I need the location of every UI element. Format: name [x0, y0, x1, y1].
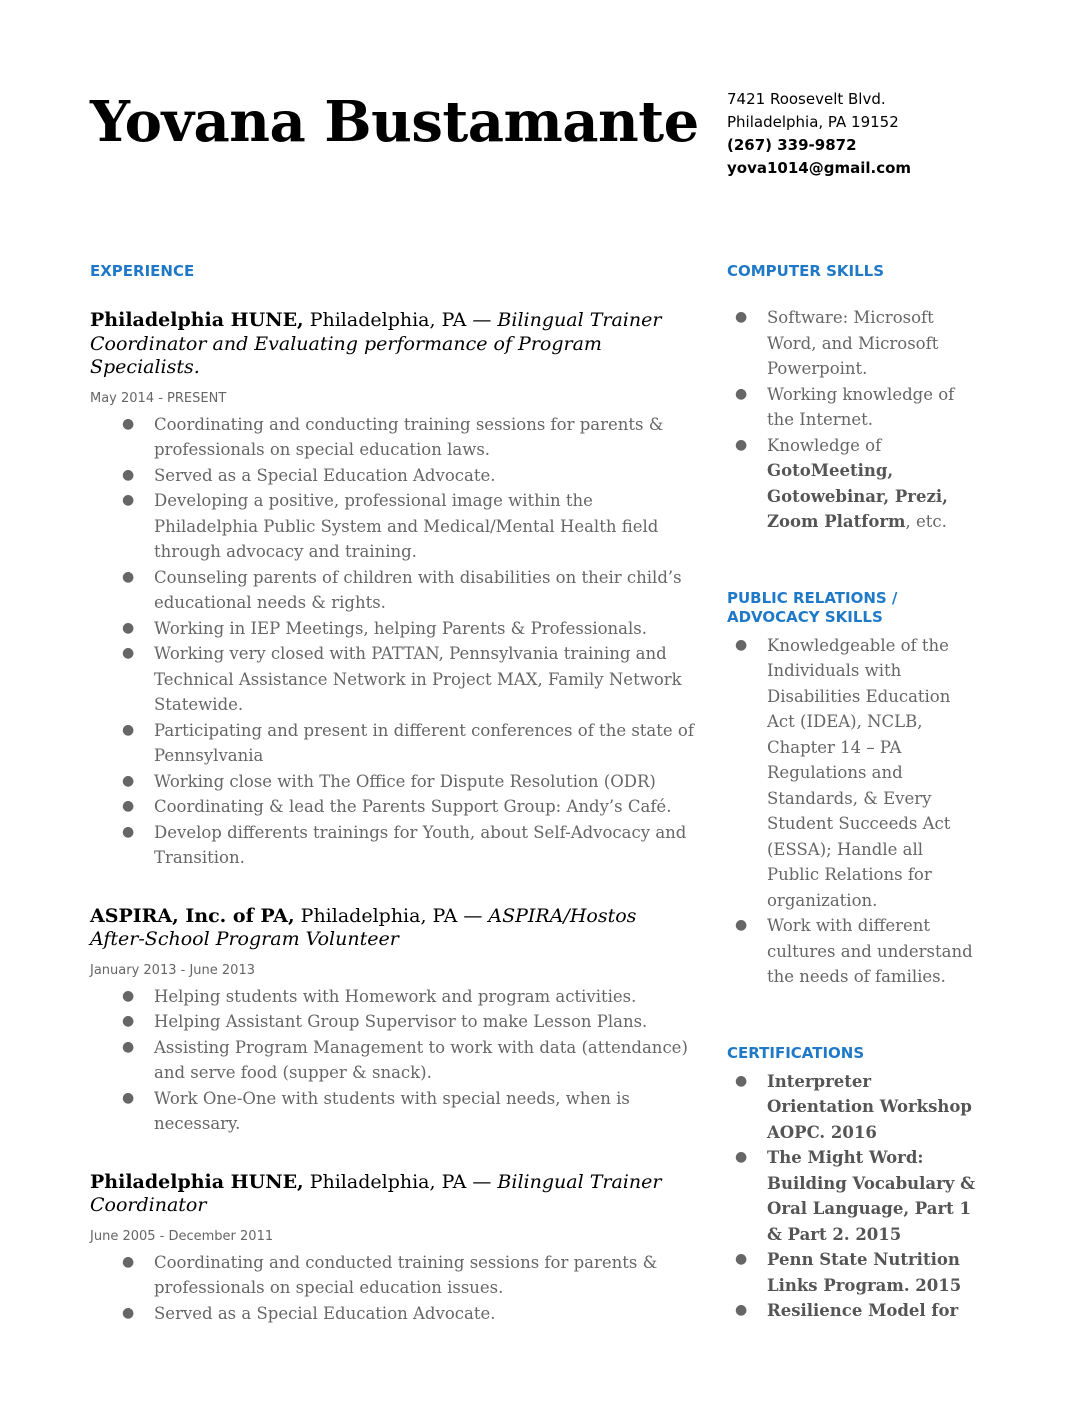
list-item: ● Working knowledge of the Internet.: [767, 382, 977, 433]
job-title: [90, 309, 695, 380]
bullet-icon: ●: [735, 1251, 748, 1267]
list-item: ● Knowledgeable of the Individuals with Disabilities Education Act (IDEA), NCLB, Chapter 14 – PA Regulations and Standards, & Every Student Succeeds Act (ESSA); Handle all Public Relations for organization.: [767, 633, 977, 914]
list-item: ● Work with different cultures and understand the needs of families.: [767, 913, 977, 990]
list-item: ● Developing a positive, professional image within the Philadelphia Public System and Medical/Mental Health field through advocacy and training.: [154, 488, 695, 565]
job-dates: January 2013 - June 2013: [90, 962, 255, 978]
job-bullet-list: [90, 412, 695, 871]
bullet-icon: ●: [122, 1304, 135, 1321]
public-relations-heading: PUBLIC RELATIONS / ADVOCACY SKILLS: [727, 588, 898, 626]
list-item: ● Develop differents trainings for Youth, about Self-Advocacy and Transition.: [154, 820, 695, 871]
bullet-icon: ●: [122, 466, 135, 483]
job-role: Bilingual Trainer Coordinator and Evaluating performance of Program Specialists.: [90, 309, 662, 378]
job-company: Philadelphia HUNE,: [90, 1170, 304, 1193]
bullet-icon: ●: [735, 917, 748, 933]
experience-heading: EXPERIENCE: [90, 262, 195, 280]
list-item: ● Helping Assistant Group Supervisor to make Lesson Plans.: [154, 1009, 695, 1035]
job-entry: [90, 1171, 695, 1327]
job-bullet-list: [90, 1250, 695, 1327]
list-item: ● Participating and present in different conferences of the state of Pennsylvania: [154, 718, 695, 769]
bullet-icon: ●: [122, 772, 135, 789]
job-dates: May 2014 - PRESENT: [90, 390, 227, 406]
bullet-icon: ●: [122, 721, 135, 738]
bullet-icon: ●: [122, 1253, 135, 1270]
bullet-icon: ●: [735, 1072, 748, 1089]
bullet-icon: ●: [735, 385, 748, 402]
list-item: ● Working very closed with PATTAN, Pennsylvania training and Technical Assistance Network in Project MAX, Family Network Statewide.: [154, 641, 695, 718]
address-line-2: Philadelphia, PA 19152: [727, 113, 899, 131]
bullet-icon: ●: [735, 636, 748, 653]
bullet-icon: ●: [122, 492, 135, 508]
bullet-icon: ●: [122, 1089, 135, 1106]
bullet-icon: ●: [122, 798, 135, 814]
bullet-icon: ●: [122, 415, 135, 432]
bullet-icon: ●: [735, 436, 748, 453]
bullet-icon: ●: [122, 619, 135, 636]
list-item: ● Penn State Nutrition Links Program. 2015: [767, 1247, 977, 1298]
public-relations-list: [727, 633, 977, 990]
computer-skills-list: [727, 305, 977, 535]
job-company: Philadelphia HUNE,: [90, 309, 304, 331]
list-item: ● Software: Microsoft Word, and Microsoft Powerpoint.: [767, 305, 977, 382]
list-item: ● Assisting Program Management to work with data (attendance) and serve food (supper & snack).: [154, 1035, 695, 1086]
list-item: ● Coordinating and conducting training sessions for parents & professionals on special education laws.: [154, 412, 695, 463]
list-item: ● Interpreter Orientation Workshop AOPC. 2016: [767, 1069, 977, 1146]
job-location: Philadelphia, PA —: [303, 309, 498, 331]
address-line-1: 7421 Roosevelt Blvd.: [727, 90, 886, 108]
list-item: ● Served as a Special Education Advocate.: [154, 1301, 695, 1327]
bullet-icon: ●: [122, 987, 135, 1004]
list-item: ● Helping students with Homework and program activities.: [154, 984, 695, 1010]
resume-name: Yovana Bustamante: [90, 89, 699, 155]
bullet-icon: ●: [122, 1038, 135, 1055]
experience-column: [90, 262, 695, 1326]
bullet-icon: ●: [122, 568, 135, 585]
list-item: ● Working close with The Office for Dispute Resolution (ODR): [154, 769, 695, 795]
list-item: ● The Might Word: Building Vocabulary & Oral Language, Part 1 & Part 2. 2015: [767, 1145, 977, 1247]
bullet-icon: ●: [122, 645, 135, 661]
job-entry: [90, 905, 695, 1137]
list-item: ● Knowledge of GotoMeeting, Gotowebinar, Prezi, Zoom Platform, etc.: [767, 433, 977, 535]
list-item: ● Working in IEP Meetings, helping Parents & Professionals.: [154, 616, 695, 642]
bullet-icon: ●: [735, 1149, 748, 1165]
job-location: Philadelphia, PA —: [303, 1170, 498, 1193]
phone-number: (267) 339-9872: [727, 136, 857, 154]
bullet-icon: ●: [735, 1302, 748, 1318]
job-dates: June 2005 - December 2011: [90, 1228, 274, 1244]
job-company: ASPIRA, Inc. of PA,: [90, 904, 295, 927]
job-role: ASPIRA/Hostos After-School Program Volunteer: [90, 904, 637, 950]
job-title: [90, 905, 695, 952]
sidebar-column: [727, 262, 977, 1324]
bullet-icon: ●: [735, 309, 748, 325]
list-item: ● Counseling parents of children with disabilities on their child’s educational needs & rights.: [154, 565, 695, 616]
bullet-icon: ●: [122, 823, 135, 840]
contact-block: [727, 88, 911, 180]
computer-skills-heading: COMPUTER SKILLS: [727, 262, 885, 280]
list-item: ● Resilience Model for: [767, 1298, 977, 1324]
certifications-list: [727, 1069, 977, 1324]
job-bullet-list: [90, 984, 695, 1137]
list-item: ● Coordinating and conducted training sessions for parents & professionals on special education issues.: [154, 1250, 695, 1301]
job-entry: [90, 309, 695, 871]
list-item: ● Work One-One with students with special needs, when is necessary.: [154, 1086, 695, 1137]
bullet-icon: ●: [122, 1013, 135, 1029]
certifications-heading: CERTIFICATIONS: [727, 1043, 865, 1062]
email-address: yova1014@gmail.com: [727, 159, 912, 177]
list-item: ● Coordinating & lead the Parents Support Group: Andy’s Café.: [154, 794, 695, 820]
job-location: Philadelphia, PA —: [294, 904, 489, 927]
job-role: Bilingual Trainer Coordinator: [90, 1170, 662, 1216]
job-title: [90, 1171, 695, 1218]
list-item: ● Served as a Special Education Advocate.: [154, 463, 695, 489]
